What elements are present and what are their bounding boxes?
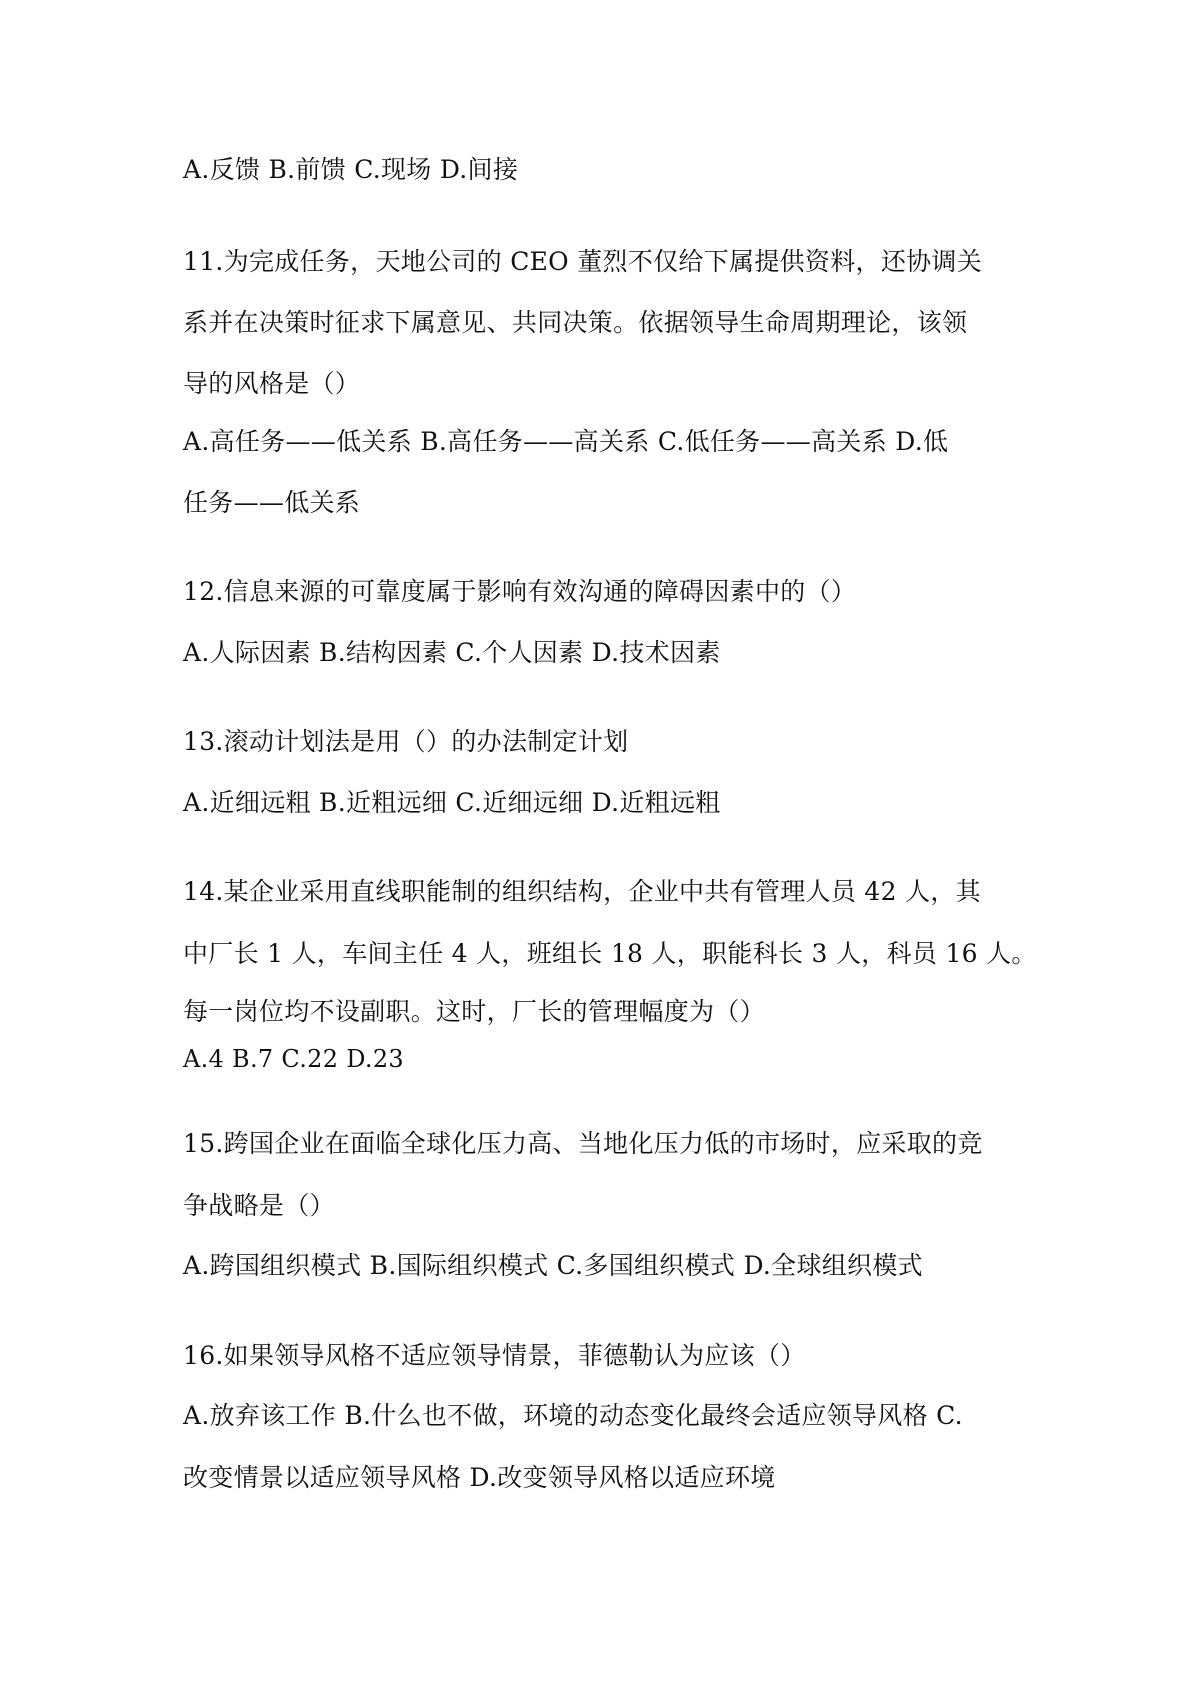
q12-text: 12.信息来源的可靠度属于影响有效沟通的障碍因素中的（） (183, 577, 857, 606)
q14-options: A.4 B.7 C.22 D.23 (183, 1045, 404, 1073)
q11-text-line-2: 系并在决策时征求下属意见、共同决策。依据领导生命周期理论，该领 (183, 308, 968, 337)
q12-options: A.人际因素 B.结构因素 C.个人因素 D.技术因素 (183, 638, 721, 667)
q11-text-line-1: 11.为完成任务，天地公司的 CEO 董烈不仅给下属提供资料，还协调关 (183, 247, 983, 276)
q15-text-line-1: 15.跨国企业在面临全球化压力高、当地化压力低的市场时，应采取的竞 (183, 1129, 983, 1158)
q14-text-line-2: 中厂长 1 人，车间主任 4 人，班组长 18 人，职能科长 3 人，科员 16 人。 (183, 939, 1037, 968)
q15-text-line-2: 争战略是（） (183, 1191, 335, 1220)
q10-options: A.反馈 B.前馈 C.现场 D.间接 (183, 155, 519, 184)
q13-text: 13.滚动计划法是用（）的办法制定计划 (183, 727, 629, 756)
q11-text-line-3: 导的风格是（） (183, 369, 361, 398)
q16-options-line-2: 改变情景以适应领导风格 D.改变领导风格以适应环境 (183, 1463, 776, 1492)
q15-options: A.跨国组织模式 B.国际组织模式 C.多国组织模式 D.全球组织模式 (183, 1251, 923, 1280)
q11-options-line-2: 任务——低关系 (183, 488, 361, 517)
q14-text-line-3: 每一岗位均不设副职。这时，厂长的管理幅度为（） (183, 997, 765, 1026)
q13-options: A.近细远粗 B.近粗远细 C.近细远细 D.近粗远粗 (183, 788, 721, 817)
q11-options-line-1: A.高任务——低关系 B.高任务——高关系 C.低任务——高关系 D.低 (183, 427, 949, 456)
q14-text-line-1: 14.某企业采用直线职能制的组织结构，企业中共有管理人员 42 人，其 (183, 877, 981, 906)
q16-options-line-1: A.放弃该工作 B.什么也不做，环境的动态变化最终会适应领导风格 C. (183, 1401, 963, 1430)
q16-text: 16.如果领导风格不适应领导情景，菲德勒认为应该（） (183, 1341, 806, 1370)
